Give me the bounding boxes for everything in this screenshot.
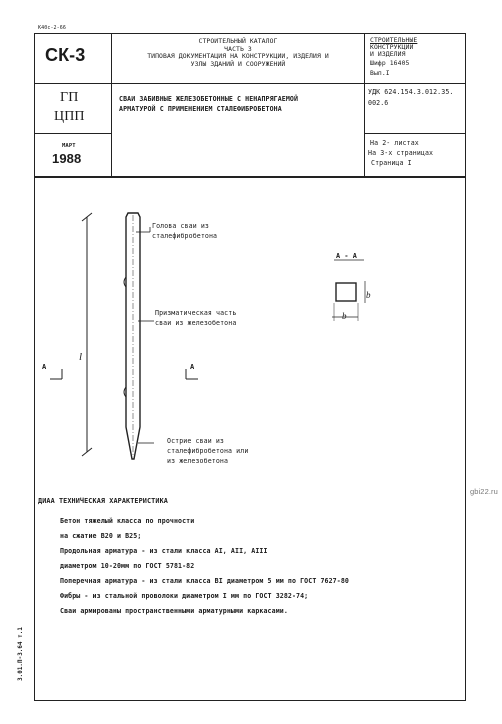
page-number: Страница I: [371, 159, 412, 167]
length-mark: l: [79, 351, 83, 363]
stamp-row1-line: [34, 83, 466, 84]
spec-line: на сжатие В20 и В25;: [60, 532, 142, 540]
spec-line: Поперечная арматура - из стали класса ВI диаметром 5 мм по ГОСТ 7627-80: [60, 577, 349, 585]
catalog-title-line: ЧАСТЬ 3: [224, 44, 252, 53]
specs-heading: ДИАА ТЕХНИЧЕСКАЯ ХАРАКТЕРИСТИКА: [38, 497, 168, 505]
section-square: [336, 283, 356, 301]
stamp-row2-line: [34, 133, 112, 134]
spec-line: Сваи армированы пространственными арматурными каркасами.: [60, 607, 288, 615]
section-block: [370, 37, 417, 78]
catalog-title-line: УЗЛЫ ЗДАНИЙ И СООРУЖЕНИЙ: [190, 59, 286, 68]
sheets-count: На 2- листах: [370, 139, 419, 147]
label-head-line2: сталефибробетона: [152, 232, 218, 240]
section-line: И ИЗДЕЛИЯ: [370, 50, 406, 58]
stamp-col2-line: [364, 33, 365, 177]
udc-line1: УДК 624.154.3.012.35.: [368, 88, 454, 96]
catalog-title-line: ТИПОВАЯ ДОКУМЕНТАЦИЯ НА КОНСТРУКЦИИ, ИЗДЕЛИЯ И: [147, 52, 329, 60]
pages-count: На 3-х страницах: [368, 149, 434, 157]
pile-drawing: [34, 177, 466, 477]
catalog-title-line: СТРОИТЕЛЬНЫЙ КАТАЛОГ: [198, 37, 278, 45]
label-prism-line1: Призматическая часть: [155, 309, 237, 317]
spec-line: диаметром 10-20мм по ГОСТ 5781-82: [60, 562, 195, 570]
section-title: А - А: [336, 252, 357, 260]
section-line: Вып.I: [370, 69, 390, 77]
section-line: КОНСТРУКЦИИ: [370, 43, 414, 51]
section-mark-left: А: [42, 363, 47, 371]
document-title-line2: АРМАТУРОЙ С ПРИМЕНЕНИЕМ СТАЛЕФИБРОБЕТОНА: [119, 105, 282, 113]
section-mark-right: А: [190, 363, 195, 371]
section-dim-height: b: [366, 290, 371, 300]
stamp-sheets-line: [364, 133, 466, 134]
org-line2: ЦПП: [54, 109, 85, 124]
form-code: К40с-2-66: [38, 25, 66, 31]
spec-line: Фибры - из стальной проволоки диаметром I мм по ГОСТ 3282-74;: [60, 592, 309, 600]
document-title-line1: СВАИ ЗАБИВНЫЕ ЖЕЛЕЗОБЕТОННЫЕ С НЕНАПРЯГАЕМОЙ: [119, 95, 299, 103]
label-tip-line3: из железобетона: [167, 457, 229, 465]
month: МАРТ: [62, 143, 76, 149]
spec-line: Бетон тяжелый класса по прочности: [60, 517, 195, 525]
side-code: 3.01.П-3.64 т.1: [17, 627, 24, 681]
spec-line: Продольная арматура - из стали класса АI, АII, АIII: [60, 547, 268, 555]
udc-line2: 002.6: [368, 99, 389, 107]
series-code: СК-3: [45, 45, 86, 65]
watermark: gbi22.ru: [470, 487, 498, 496]
label-tip-line2: сталефибробетона или: [167, 447, 249, 455]
label-prism-line2: сваи из железобетона: [155, 319, 237, 327]
catalog-title: [112, 38, 364, 68]
label-head-line1: Голова сваи из: [152, 222, 209, 230]
section-line: СТРОИТЕЛЬНЫЕ: [370, 36, 418, 44]
section-line: Шифр 16405: [370, 59, 410, 67]
section-dim-width: b: [342, 311, 347, 321]
year: 1988: [52, 151, 82, 166]
org-line1: ГП: [60, 90, 79, 105]
label-tip-line1: Острие сваи из: [167, 437, 224, 445]
